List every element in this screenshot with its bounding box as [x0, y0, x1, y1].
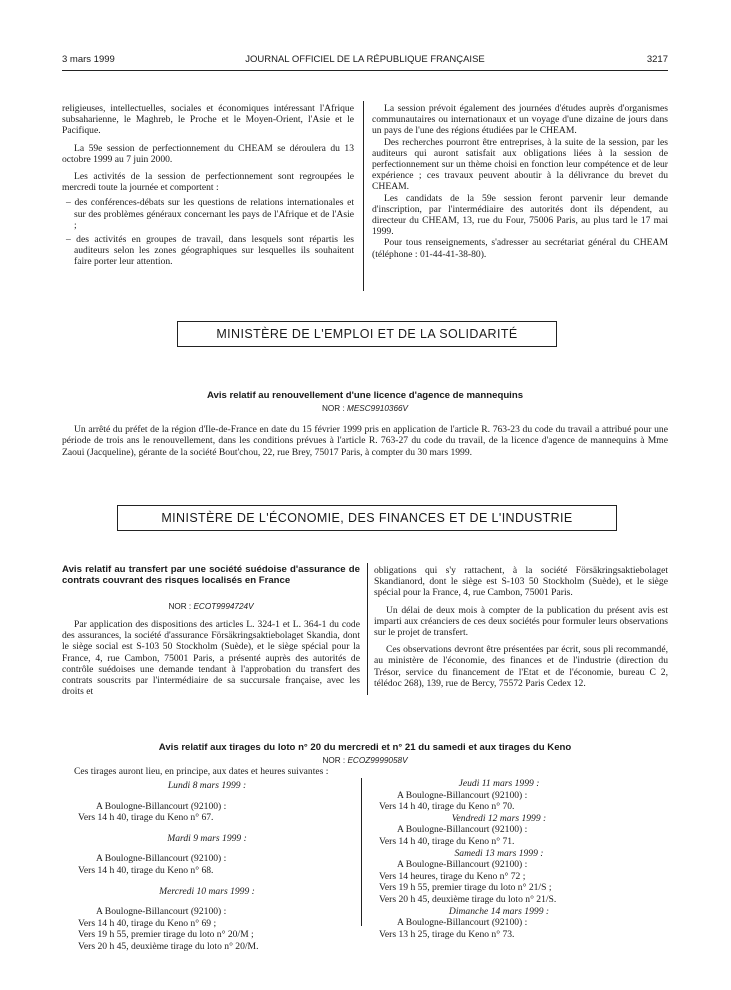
- schedule-location: A Boulogne-Billancourt (92100) :: [96, 906, 227, 918]
- schedule-row: Vers 20 h 45, deuxième tirage du loto n° 20/M.: [78, 940, 259, 952]
- list-item: – des activités en groupes de travail, dans lesquels sont répartis les auditeurs selon les zones géographiques sur lesquelles ils souhaitent faire porter leur attention.: [66, 234, 354, 268]
- schedule-location: A Boulogne-Billancourt (92100) :: [96, 800, 227, 812]
- nor-reference: [62, 602, 360, 611]
- top-right-column: [372, 103, 668, 260]
- schedule-row: Vers 13 h 25, tirage du Keno n° 73.: [379, 928, 515, 940]
- schedule-row: Vers 14 h 40, tirage du Keno n° 68.: [78, 864, 214, 876]
- paragraph: Les candidats de la 59e session feront parvenir leur demande d'inscription, par l'intermédiaire des autorités dont ils dépendent, au directeur du CHEAM, 13, rue du Four, 75006 Paris, au plus tard le 17 mai 1999.: [372, 192, 668, 238]
- nor-label: NOR :: [321, 404, 348, 413]
- nor-code: ECOZ9999058V: [347, 756, 408, 765]
- schedule-location: A Boulogne-Billancourt (92100) :: [96, 853, 227, 865]
- paragraph: Par application des dispositions des articles L. 324-1 et L. 364-1 du code des assurances, la société d'assurance Försäkringsaktiebolaget Skandia, dont le siège social est S-103 50 Stockholm (Suède), et le siège spécial pour la France, 4, rue Cambon, 75001 Paris, a présenté auprès des autorités de contrôle suédoises une demande tendant à l'approbation du transfert des contrats souscrits par l'intermédiaire de sa succursale française, avec les droits et: [62, 619, 360, 698]
- schedule-location: A Boulogne-Billancourt (92100) :: [397, 789, 528, 801]
- schedule-location: A Boulogne-Billancourt (92100) :: [397, 917, 528, 929]
- schedule-day: Mardi 9 mars 1999 :: [167, 832, 247, 844]
- paragraph: La session prévoit également des journées d'études auprès d'organismes communautaires ou internationaux et un voyage d'une dizaine de jours dans un pays de l'une des régions étudiées par le CHEAM.: [372, 103, 668, 137]
- transfer-left-column: [62, 619, 360, 697]
- schedule-row: Vers 19 h 55, premier tirage du loto n° 21/S ;: [379, 882, 552, 894]
- schedule-day: Jeudi 11 mars 1999 :: [458, 778, 540, 789]
- nor-reference: [62, 404, 668, 413]
- schedule-location: A Boulogne-Billancourt (92100) :: [397, 824, 528, 836]
- nor-code: MESC9910366V: [347, 404, 409, 413]
- schedule-day: Samedi 13 mars 1999 :: [454, 847, 544, 859]
- ministry-heading: MINISTÈRE DE L'ÉCONOMIE, DES FINANCES ET DE L'INDUSTRIE: [117, 505, 617, 531]
- nor-reference: [62, 756, 668, 765]
- paragraph: Pour tous renseignements, s'adresser au secrétariat général du CHEAM (téléphone : 01-44-41-38-80).: [372, 237, 668, 260]
- notice-title: Avis relatif aux tirages du loto n° 20 du mercredi et n° 21 du samedi et aux tirages du Keno: [158, 742, 572, 753]
- list-item: – des conférences-débats sur les questions de relations internationales et sur des problèmes généraux concernant les pays de l'Afrique et de l'Asie ;: [66, 197, 354, 231]
- column-divider: [363, 101, 364, 291]
- schedule-day: Lundi 8 mars 1999 :: [167, 780, 247, 791]
- paragraph: obligations qui s'y rattachent, à la société Försäkringsaktiebolaget Skandianord, dont le siège est S-103 50 Stockholm (Suède), et le siège spécial pour la France, 4, rue Cambon, 75001 Paris.: [374, 565, 668, 599]
- header-rule: [62, 70, 668, 71]
- nor-code: ECOT9994724V: [193, 602, 254, 611]
- schedule-day: Mercredi 10 mars 1999 :: [159, 885, 255, 897]
- transfer-right-column: [374, 565, 668, 689]
- schedule-row: Vers 14 h 40, tirage du Keno n° 67.: [78, 812, 214, 824]
- paragraph: religieuses, intellectuelles, sociales et économiques intéressant l'Afrique subsaharienne, le Maghreb, le Proche et le Moyen-Orient, l'Asie et le Pacifique.: [62, 103, 354, 137]
- draw-schedule-left: [78, 780, 336, 953]
- header-journal-title: JOURNAL OFFICIEL DE LA RÉPUBLIQUE FRANÇAISE: [245, 54, 485, 65]
- paragraph: Un délai de deux mois à compter de la publication du présent avis est imparti aux créanciers de ces deux sociétés pour formuler leurs observations sur le projet de transfert.: [374, 604, 668, 639]
- top-left-column: [62, 103, 354, 268]
- paragraph: La 59e session de perfectionnement du CHEAM se déroulera du 13 octobre 1999 au 7 juin 2000.: [62, 142, 354, 165]
- header-date: 3 mars 1999: [62, 54, 115, 65]
- schedule-row: Vers 14 h 40, tirage du Keno n° 69 ;: [78, 917, 217, 929]
- ministry-heading: MINISTÈRE DE L'EMPLOI ET DE LA SOLIDARITÉ: [177, 321, 557, 347]
- paragraph: Des recherches pourront être entreprises, à la suite de la session, par les auditeurs qui auront satisfait aux obligations liées à la session de perfectionnement sur un thème choisi en fonction leur compétence et de leur expérience ; ces travaux peuvent aboutir à la délivrance du brevet du CHEAM.: [372, 136, 668, 193]
- header-page-number: 3217: [646, 54, 668, 65]
- column-divider: [361, 778, 362, 926]
- page-header: [62, 54, 668, 68]
- draw-schedule-right: [379, 778, 619, 940]
- column-divider: [367, 563, 368, 695]
- activity-list: [62, 197, 354, 267]
- schedule-row: Vers 14 heures, tirage du Keno n° 72 ;: [379, 870, 526, 882]
- paragraph: Les activités de la session de perfectionnement sont regroupées le mercredi toute la journée et comportent :: [62, 171, 354, 194]
- nor-label: NOR :: [322, 756, 348, 765]
- schedule-row: Vers 14 h 40, tirage du Keno n° 71.: [379, 835, 515, 847]
- draw-intro: Ces tirages auront lieu, en principe, aux dates et heures suivantes :: [74, 766, 329, 777]
- schedule-row: Vers 20 h 45, deuxième tirage du loto n° 21/S.: [379, 893, 557, 905]
- schedule-row: Vers 14 h 40, tirage du Keno n° 70.: [379, 801, 515, 813]
- schedule-day: Dimanche 14 mars 1999 :: [448, 905, 550, 917]
- schedule-day: Vendredi 12 mars 1999 :: [451, 812, 547, 824]
- schedule-row: Vers 19 h 55, premier tirage du loto n° 20/M ;: [78, 929, 254, 941]
- schedule-location: A Boulogne-Billancourt (92100) :: [397, 859, 528, 871]
- nor-label: NOR :: [168, 602, 194, 611]
- notice-title: Avis relatif au transfert par une société suédoise d'assurance de contrats couvrant des risques localisés en France: [62, 564, 360, 586]
- notice-body: Un arrêté du préfet de la région d'Ile-de-France en date du 15 février 1999 pris en application de l'article R. 763-23 du code du travail a attribué pour une période de trois ans le renouvellement, dans les conditions prévues à l'article R. 763-27 du code du travail, de la licence d'agence de mannequins à Mme Zaoui (Jacqueline), gérante de la société Bout'chou, 22, rue Brey, 75017 Paris, à compter du 30 mars 1999.: [62, 424, 668, 458]
- notice-title: Avis relatif au renouvellement d'une licence d'agence de mannequins: [206, 390, 524, 401]
- paragraph: Ces observations devront être présentées par écrit, sous pli recommandé, au ministère de l'économie, des finances et de l'industrie (direction du Trésor, service du financement de l'Etat et de l'économie, bureau C 2, télédoc 268), 139, rue de Bercy, 75572 Paris Cedex 12.: [374, 644, 668, 689]
